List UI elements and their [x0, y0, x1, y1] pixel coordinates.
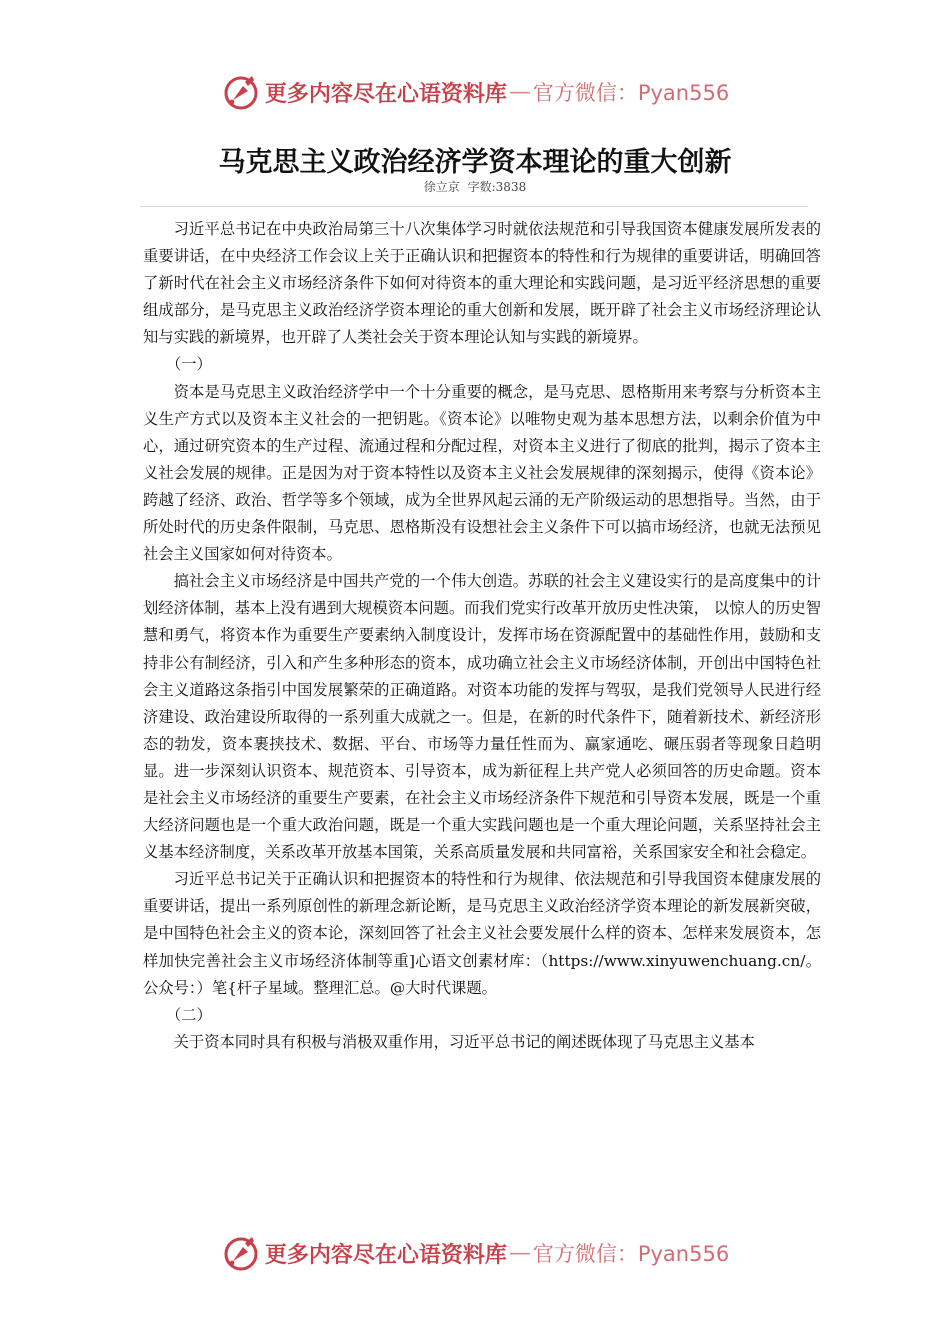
section-heading: （二） — [165, 1005, 212, 1024]
paragraph: 习近平总书记在中央政治局第三十八次集体学习时就依法规范和引导我国资本健康发展所发表的重要讲话，在中央经济工作会议上关于正确认识和把握资本的特性和行为规律的重要讲话，明确回答了新时代在社会主义市场经济条件下如何对待资本的重大理论和实践问题，是习近平经济思想的重要组成部分，是马克思主义政治经济学资本理论的重大创新和发展，既开辟了社会主义市场经济理论认知与实践的新境界，也开辟了人类社会关于资本理论认知与实践的新境界。 — [143, 220, 821, 347]
brush-logo-icon — [221, 1233, 261, 1273]
watermark-separator: — — [508, 1240, 531, 1266]
watermark-separator: — — [508, 79, 531, 105]
paragraph: 习近平总书记关于正确认识和把握资本的特性和行为规律、依法规范和引导我国资本健康发展的重要讲话，提出一系列原创性的新理念新论断，是马克思主义政治经济学资本理论的新发展新突破，是中国特色社会主义的资本论，深刻回答了社会主义社会要发展什么样的资本、怎样来发展资本，怎样加快完善社会主义市场经济体制等重]心语文创素材库：（https://www.xinyuwenchuang.cn/。公众号：）笔{杆子星域。整理汇总。@大时代课题。 — [143, 870, 821, 997]
watermark-wechat: 官方微信：Pyan556 — [532, 81, 730, 105]
title-divider — [140, 206, 808, 207]
watermark-slogan: 更多内容尽在心语资料库 — [264, 81, 507, 107]
article-body — [143, 216, 821, 1056]
author: 徐立京 — [423, 180, 460, 194]
paragraph: 资本是马克思主义政治经济学中一个十分重要的概念，是马克思、恩格斯用来考察与分析资本主义生产方式以及资本主义社会的一把钥匙。《资本论》以唯物史观为基本思想方法，以剩余价值为中心，通过研究资本的生产过程、流通过程和分配过程，对资本主义进行了彻底的批判，揭示了资本主义社会发展的规律。正是因为对于资本特性以及资本主义社会发展规律的深刻揭示，使得《资本论》跨越了经济、政治、哲学等多个领域，成为全世界风起云涌的无产阶级运动的思想指导。当然，由于所处时代的历史条件限制，马克思、恩格斯没有设想社会主义条件下可以搞市场经济，也就无法预见社会主义国家如何对待资本。 — [143, 382, 821, 564]
footer-watermark-banner — [0, 1231, 950, 1275]
watermark-wechat: 官方微信：Pyan556 — [532, 1242, 730, 1266]
paragraph: 搞社会主义市场经济是中国共产党的一个伟大创造。苏联的社会主义建设实行的是高度集中的计划经济体制，基本上没有遇到大规模资本问题。而我们党实行改革开放历史性决策， 以惊人的历史智慧和勇气，将资本作为重要生产要素纳入制度设计，发挥市场在资源配置中的基础性作用，鼓励和支持非公有制经济，引入和产生多种形态的资本，成功确立社会主义市场经济体制，开创出中国特色社会主义道路这条指引中国发展繁荣的正确道路。对资本功能的发挥与驾驭，是我们党领导人民进行经济建设、政治建设所取得的一系列重大成就之一。但是，在新的时代条件下，随着新技术、新经济形态的勃发，资本裹挟技术、数据、平台、市场等力量任性而为、赢家通吃、碾压弱者等现象日趋明显。进一步深刻认识资本、规范资本、引导资本，成为新征程上共产党人必须回答的历史命题。资本是社会主义市场经济的重要生产要素，在社会主义市场经济条件下规范和引导资本发展，既是一个重大经济问题也是一个重大政治问题，既是一个重大实践问题也是一个重大理论问题，关系坚持社会主义基本经济制度，关系改革开放基本国策，关系高质量发展和共同富裕，关系国家安全和社会稳定。 — [143, 572, 821, 862]
header-watermark-banner — [0, 70, 950, 114]
byline — [0, 178, 950, 195]
brush-logo-icon — [221, 72, 261, 112]
article-title: 马克思主义政治经济学资本理论的重大创新 — [218, 147, 732, 178]
word-count: 字数:3838 — [467, 180, 527, 194]
watermark-slogan: 更多内容尽在心语资料库 — [264, 1242, 507, 1268]
paragraph: 关于资本同时具有积极与消极双重作用，习近平总书记的阐述既体现了马克思主义基本 — [173, 1032, 755, 1051]
section-heading: （一） — [165, 355, 212, 374]
